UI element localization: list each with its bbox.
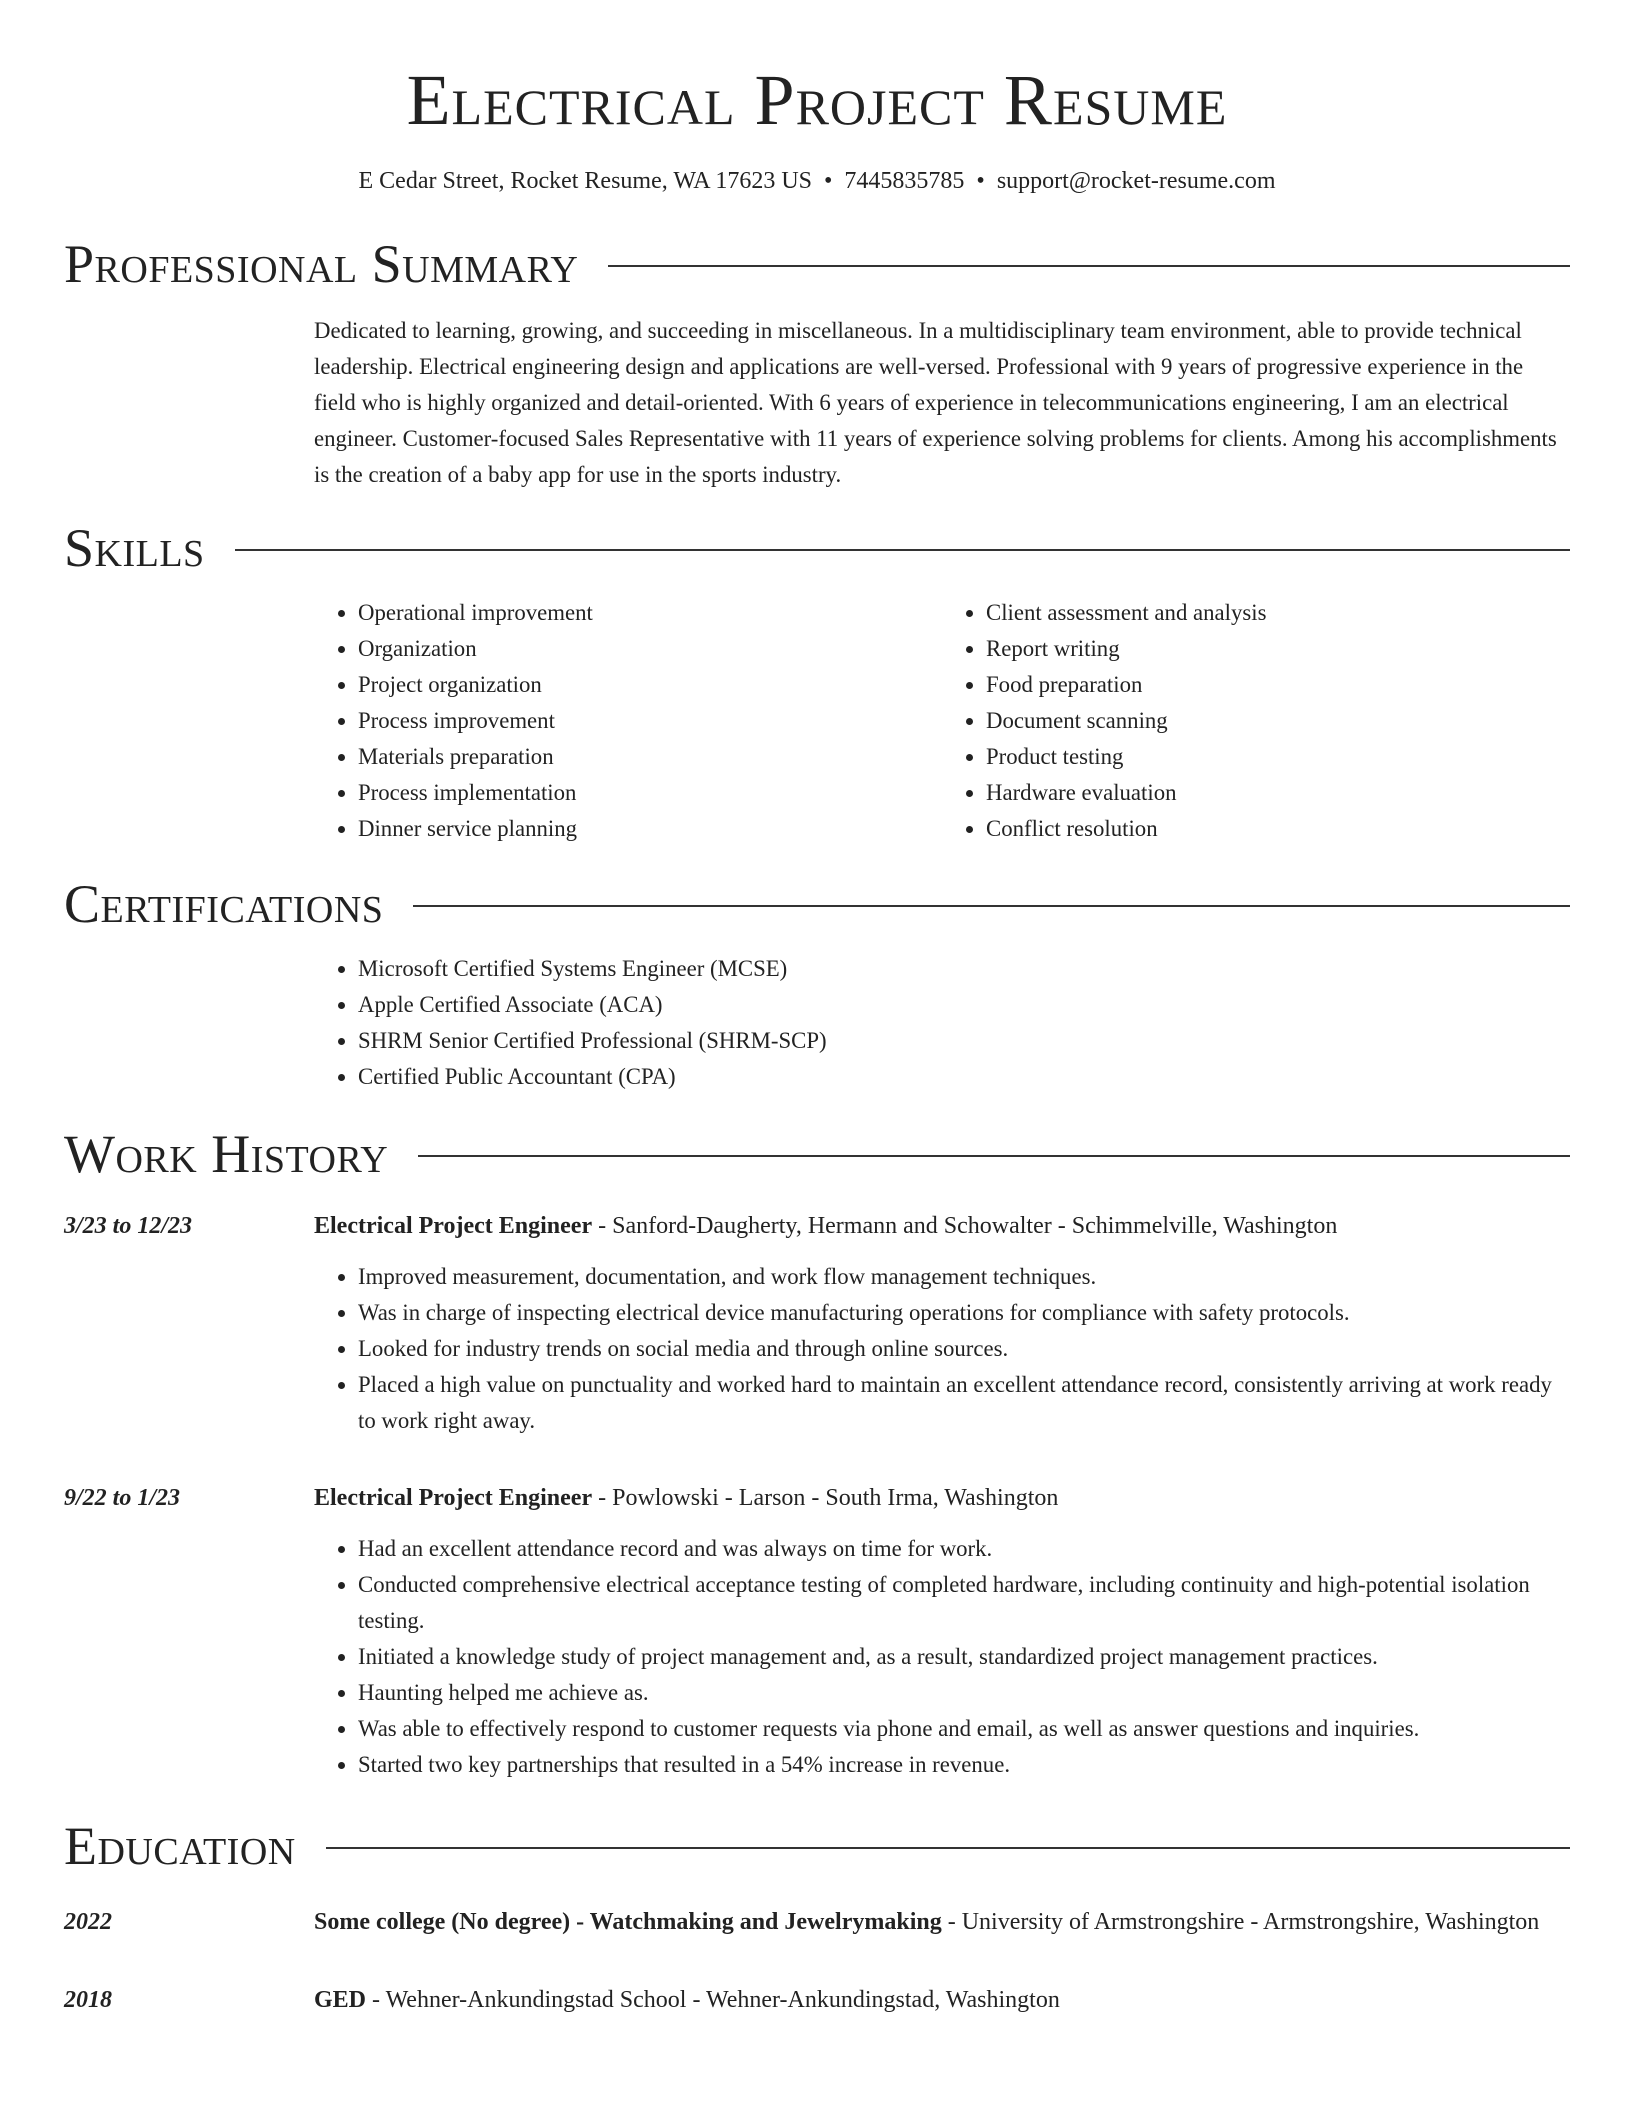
skills-columns	[314, 595, 1570, 847]
job-date: 3/23 to 12/23	[64, 1213, 193, 1240]
skill-item: • Process implementation	[358, 775, 942, 811]
education-degree: Some college (No degree) - Watchmaking and Jewelrymaking	[314, 1909, 942, 1936]
job-employer: - Powlowski - Larson - South Irma, Washington	[592, 1485, 1059, 1512]
summary-text: Dedicated to learning, growing, and succeeding in miscellaneous. In a multidisciplinary team environment, able to provide technical leadership. Electrical engineering design and applications are well-versed. Professional with 9 years of progressive experience in the field who is highly organized and detail-oriented. With 6 years of experience in telecommunications engineering, I am an electrical engineer. Customer-focused Sales Representative with 11 years of experience solving problems for clients. Among his accomplishments is the creation of a baby app for use in the sports industry.	[314, 318, 1557, 488]
job-bullet: • Improved measurement, documentation, and work flow management techniques.	[358, 1259, 1570, 1295]
education-line	[314, 1981, 1570, 2019]
section-divider	[608, 265, 1570, 267]
skills-heading-row	[64, 518, 1570, 579]
job-title: Electrical Project Engineer	[314, 1485, 593, 1512]
summary-section	[64, 234, 1570, 493]
certifications-list-wrap	[314, 951, 1570, 1095]
job-bullet: • Had an excellent attendance record and was always on time for work.	[358, 1531, 1570, 1567]
skills-section	[64, 518, 1570, 847]
skill-item: • Organization	[358, 631, 942, 667]
job-bullet: • Was able to effectively respond to customer requests via phone and email, as well as answer questions and inquiries.	[358, 1711, 1570, 1747]
job-title: Electrical Project Engineer	[314, 1213, 593, 1240]
education-date: 2022	[64, 1909, 112, 1936]
education-body	[314, 1981, 1570, 2019]
contact-separator: •	[824, 168, 833, 194]
job-entry	[64, 1207, 1570, 1439]
job-bullets	[314, 1259, 1570, 1439]
work-history-section	[64, 1124, 1570, 1783]
skill-item: • Process improvement	[358, 703, 942, 739]
contact-line	[64, 166, 1570, 197]
job-bullet: • Started two key partnerships that resulted in a 54% increase in revenue.	[358, 1747, 1570, 1783]
job-bullet: • Was in charge of inspecting electrical device manufacturing operations for compliance with safety protocols.	[358, 1295, 1570, 1331]
certifications-list	[314, 951, 1570, 1095]
education-entry	[64, 1903, 1570, 1941]
certification-item: • SHRM Senior Certified Professional (SHRM-SCP)	[358, 1023, 1570, 1059]
education-heading-row	[64, 1816, 1570, 1877]
skill-item: • Product testing	[986, 739, 1570, 775]
job-bullet: • Conducted comprehensive electrical acceptance testing of completed hardware, including continuity and high-potential isolation testing.	[358, 1567, 1570, 1639]
contact-separator: •	[976, 168, 985, 194]
job-employer: - Sanford-Daugherty, Hermann and Schowalter - Schimmelville, Washington	[592, 1213, 1338, 1240]
skill-item: • Project organization	[358, 667, 942, 703]
job-title-line	[314, 1207, 1570, 1245]
skill-item: • Food preparation	[986, 667, 1570, 703]
job-title-line	[314, 1479, 1570, 1517]
contact-address: E Cedar Street, Rocket Resume, WA 17623 US	[358, 168, 812, 194]
skills-heading: Skills	[64, 518, 205, 579]
education-school: - University of Armstrongshire - Armstrongshire, Washington	[941, 1909, 1540, 1936]
summary-heading-row	[64, 234, 1570, 295]
job-date: 9/22 to 1/23	[64, 1485, 181, 1512]
skills-list-left	[314, 595, 942, 847]
skills-list-right	[942, 595, 1570, 847]
certification-item: • Certified Public Accountant (CPA)	[358, 1059, 1570, 1095]
job-entry	[64, 1479, 1570, 1783]
skill-item: • Report writing	[986, 631, 1570, 667]
work-heading-row	[64, 1124, 1570, 1185]
skill-item: • Materials preparation	[358, 739, 942, 775]
skill-item: • Operational improvement	[358, 595, 942, 631]
job-bullet: • Looked for industry trends on social media and through online sources.	[358, 1331, 1570, 1367]
certifications-section	[64, 874, 1570, 1095]
education-heading: Education	[64, 1816, 296, 1877]
certification-item: • Microsoft Certified Systems Engineer (MCSE)	[358, 951, 1570, 987]
work-heading: Work History	[64, 1124, 389, 1185]
job-bullets	[314, 1531, 1570, 1783]
skill-item: • Document scanning	[986, 703, 1570, 739]
education-line	[314, 1903, 1570, 1941]
skill-item: • Conflict resolution	[986, 811, 1570, 847]
education-section	[64, 1816, 1570, 2019]
section-divider	[235, 549, 1570, 551]
resume-header	[64, 60, 1570, 197]
education-school: - Wehner-Ankundingstad School - Wehner-Ankundingstad, Washington	[366, 1987, 1060, 2014]
certifications-heading: Certifications	[64, 874, 384, 935]
resume-name: Electrical Project Resume	[406, 60, 1228, 140]
skill-item: • Client assessment and analysis	[986, 595, 1570, 631]
section-divider	[413, 905, 1570, 907]
job-bullet: • Haunting helped me achieve as.	[358, 1675, 1570, 1711]
education-date: 2018	[64, 1987, 112, 2014]
skill-item: • Dinner service planning	[358, 811, 942, 847]
job-bullet: • Initiated a knowledge study of project management and, as a result, standardized project management practices.	[358, 1639, 1570, 1675]
certification-item: • Apple Certified Associate (ACA)	[358, 987, 1570, 1023]
section-divider	[418, 1155, 1570, 1157]
contact-phone: 7445835785	[844, 168, 965, 194]
job-body	[314, 1207, 1570, 1439]
section-divider	[326, 1847, 1570, 1849]
job-bullet: • Placed a high value on punctuality and worked hard to maintain an excellent attendance record, consistently arriving at work ready to work right away.	[358, 1367, 1570, 1439]
certifications-heading-row	[64, 874, 1570, 935]
education-entry	[64, 1981, 1570, 2019]
job-body	[314, 1479, 1570, 1783]
summary-heading: Professional Summary	[64, 234, 579, 295]
education-body	[314, 1903, 1570, 1941]
skill-item: • Hardware evaluation	[986, 775, 1570, 811]
contact-email: support@rocket-resume.com	[996, 168, 1276, 194]
education-degree: GED	[314, 1987, 367, 2014]
